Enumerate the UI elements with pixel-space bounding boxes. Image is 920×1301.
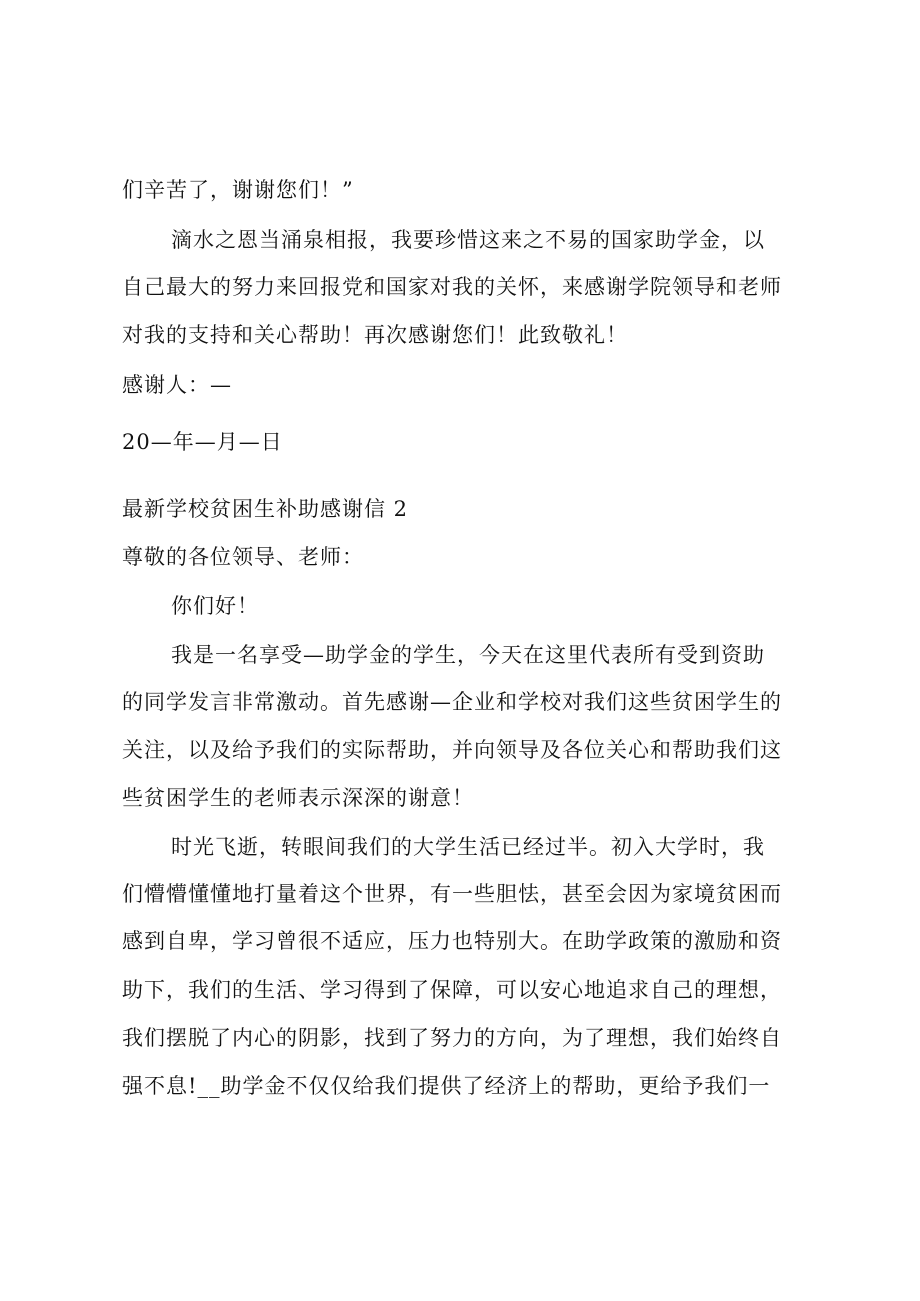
text-line: 时光飞逝，转眼间我们的大学生活已经过半。初入大学时，我 bbox=[171, 835, 765, 859]
salutation: 尊敬的各位领导、老师： bbox=[122, 545, 364, 569]
date-line: 20—年—月—日 bbox=[122, 430, 283, 454]
text-line: 强不息!__助学金不仅仅给我们提供了经济上的帮助，更给予我们一 bbox=[122, 1074, 771, 1098]
signature-line: 感谢人：— bbox=[122, 373, 232, 397]
greeting: 你们好！ bbox=[171, 594, 259, 618]
text-line: 感到自卑，学习曾很不适应，压力也特别大。在助学政策的激励和资 bbox=[122, 929, 782, 953]
text-line: 些贫困学生的老师表示深深的谢意！ bbox=[122, 786, 474, 810]
text-line: 自己最大的努力来回报党和国家对我的关怀，来感谢学院领导和老师 bbox=[122, 275, 782, 299]
text-line: 对我的支持和关心帮助！再次感谢您们！此致敬礼！ bbox=[122, 323, 628, 347]
text-line: 助下，我们的生活、学习得到了保障，可以安心地追求自己的理想， bbox=[122, 978, 782, 1002]
text-line: 们辛苦了，谢谢您们！” bbox=[122, 178, 354, 202]
text-line: 关注，以及给予我们的实际帮助，并向领导及各位关心和帮助我们这 bbox=[122, 738, 782, 762]
text-line: 滴水之恩当涌泉相报，我要珍惜这来之不易的国家助学金，以 bbox=[171, 228, 765, 252]
text-line: 的同学发言非常激动。首先感谢—企业和学校对我们这些贫困学生的 bbox=[122, 690, 782, 714]
letter-title: 最新学校贫困生补助感谢信 2 bbox=[122, 497, 409, 521]
text-line: 我们摆脱了内心的阴影，找到了努力的方向，为了理想，我们始终自 bbox=[122, 1026, 782, 1050]
text-line: 们懵懵懂懂地打量着这个世界，有一些胆怯，甚至会因为家境贫困而 bbox=[122, 882, 782, 906]
text-line: 我是一名享受—助学金的学生，今天在这里代表所有受到资助 bbox=[171, 643, 765, 667]
